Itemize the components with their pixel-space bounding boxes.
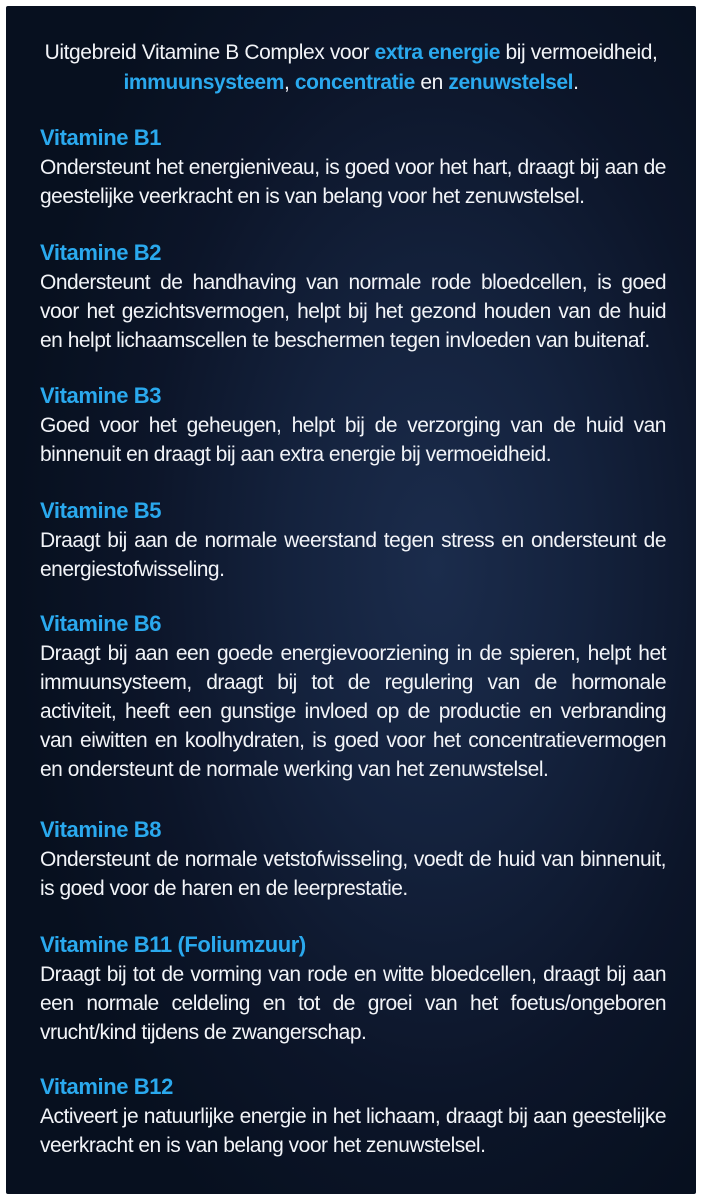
section-vitamine-b8 (40, 816, 666, 903)
section-vitamine-b12 (40, 1073, 666, 1160)
section-body: Ondersteunt de handhaving van normale rode bloedcellen, is goed voor het gezichtsvermogen, helpt bij het gezond houden van de huid en helpt lichaamscellen te beschermen tegen invloeden van buitenaf. (40, 271, 666, 352)
intro-part-5: . (573, 71, 579, 94)
section-title: Vitamine B1 (40, 125, 162, 150)
highlight-concentratie: concentratie (294, 71, 415, 94)
intro-part-3: , (283, 71, 295, 94)
section-body: Draagt bij aan de normale weerstand tegen stress en ondersteunt de energiestofwisseling. (40, 529, 666, 581)
section-body: Ondersteunt de normale vetstofwisseling, voedt de huid van binnenuit, is goed voor de haren en de leerprestatie. (40, 848, 666, 900)
section-title: Vitamine B2 (40, 240, 162, 265)
intro-text (6, 38, 696, 98)
info-panel (6, 6, 696, 1194)
section-body: Goed voor het geheugen, helpt bij de verzorging van de huid van binnenuit en draagt bij aan extra energie bij vermoeidheid. (40, 414, 666, 466)
section-vitamine-b3 (40, 382, 666, 469)
intro-part-2: bij vermoeidheid, (500, 41, 658, 64)
section-title: Vitamine B8 (40, 817, 162, 842)
section-body: Activeert je natuurlijke energie in het lichaam, draagt bij aan geestelijke veerkracht en is van belang voor het zenuwstelsel. (40, 1105, 666, 1157)
intro-part-4: en (414, 71, 449, 94)
section-title: Vitamine B3 (40, 383, 162, 408)
section-title: Vitamine B6 (40, 611, 162, 636)
highlight-extra-energie: extra energie (374, 41, 501, 64)
highlight-immuunsysteem: immuunsysteem (123, 71, 284, 94)
highlight-zenuwstelsel: zenuwstelsel (448, 71, 574, 94)
section-title: Vitamine B12 (40, 1074, 173, 1099)
section-vitamine-b2 (40, 239, 666, 355)
section-vitamine-b5 (40, 497, 666, 584)
section-title: Vitamine B5 (40, 498, 162, 523)
section-vitamine-b1 (40, 124, 666, 211)
section-body: Draagt bij tot de vorming van rode en witte bloedcellen, draagt bij aan een normale celdeling en tot de groei van het foetus/ongeboren vrucht/kind tijdens de zwangerschap. (40, 963, 666, 1044)
section-body: Ondersteunt het energieniveau, is goed voor het hart, draagt bij aan de geestelijke veerkracht en is van belang voor het zenuwstelsel. (40, 156, 666, 208)
section-body: Draagt bij aan een goede energievoorziening in de spieren, helpt het immuunsysteem, draagt bij tot de regulering van de hormonale activiteit, heeft een gunstige invloed op de productie en verbranding van eiwitten en koolhydraten, is goed voor het concentratievermogen en ondersteunt de normale werking van het zenuwstelsel. (40, 642, 666, 781)
section-vitamine-b11 (40, 931, 666, 1047)
intro-part-1: Uitgebreid Vitamine B Complex voor (44, 41, 375, 64)
section-title: Vitamine B11 (Foliumzuur) (40, 932, 306, 957)
section-vitamine-b6 (40, 610, 666, 784)
